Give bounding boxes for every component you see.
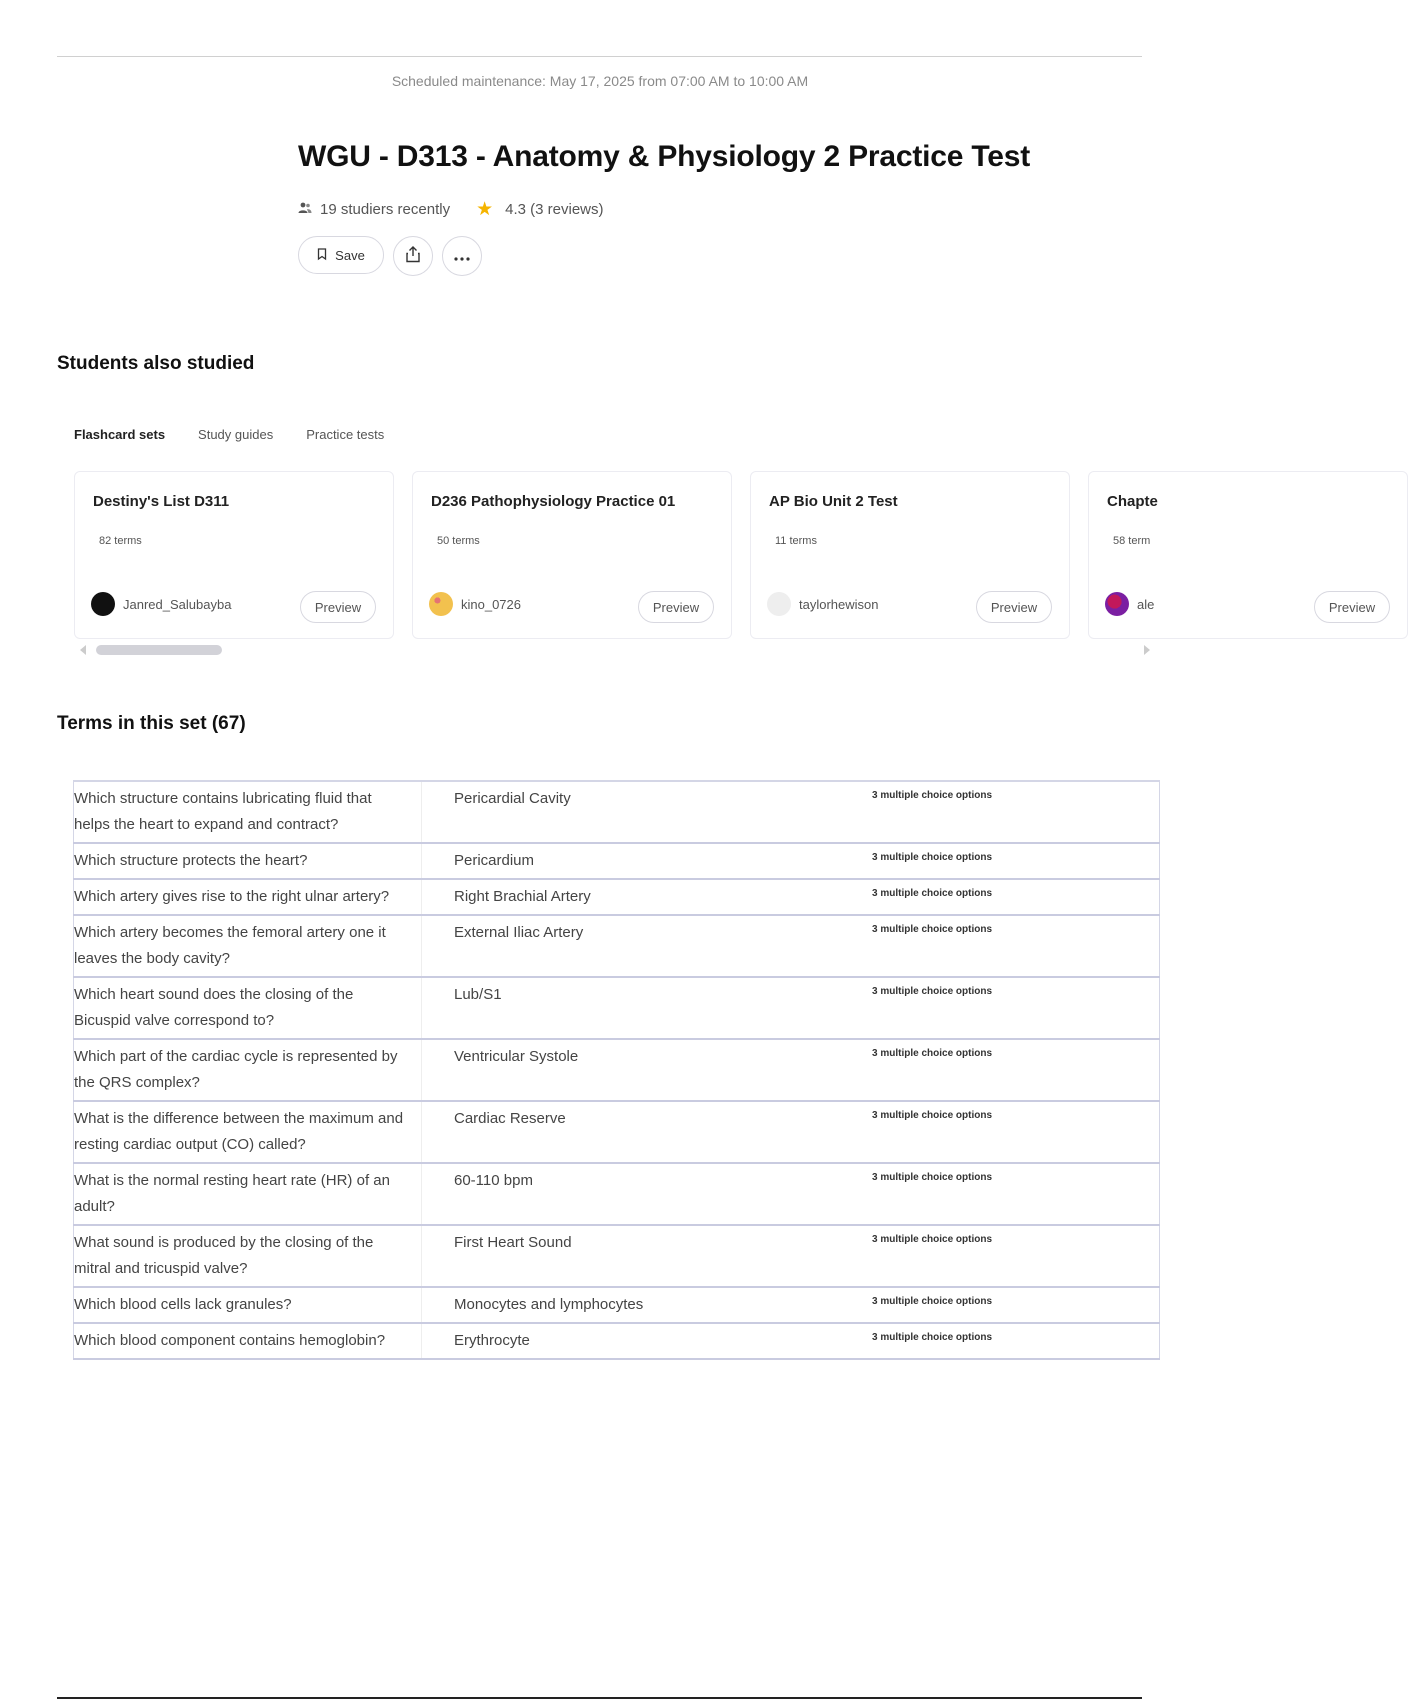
scroll-left-arrow-icon[interactable] bbox=[80, 645, 86, 655]
definition-text: Lub/S1 bbox=[422, 977, 833, 1039]
maintenance-banner: Scheduled maintenance: May 17, 2025 from 07:00 AM to 10:00 AM bbox=[391, 73, 809, 89]
also-studied-heading: Students also studied bbox=[57, 353, 255, 374]
save-label: Save bbox=[335, 247, 365, 263]
card-author-name: Janred_Salubayba bbox=[123, 596, 232, 612]
tab-flashcard-sets[interactable]: Flashcard sets bbox=[74, 427, 166, 442]
definition-text: Ventricular Systole bbox=[422, 1039, 833, 1101]
studiers-count: 19 studiers recently bbox=[320, 201, 451, 218]
study-set-card[interactable] bbox=[74, 471, 394, 639]
tab-study-guides[interactable]: Study guides bbox=[198, 427, 274, 442]
term-text: What sound is produced by the closing of the mitral and tricuspid valve? bbox=[74, 1234, 374, 1277]
star-icon: ★ bbox=[476, 199, 494, 220]
card-term-count: 58 term bbox=[1113, 535, 1151, 547]
multiple-choice-label[interactable]: 3 multiple choice options bbox=[872, 1048, 993, 1059]
card-title[interactable]: Destiny's List D311 bbox=[93, 493, 230, 510]
table-row bbox=[74, 1287, 1160, 1323]
term-text: Which artery becomes the femoral artery one it leaves the body cavity? bbox=[74, 924, 386, 967]
table-row bbox=[74, 1039, 1160, 1101]
card-author-name: taylorhewison bbox=[799, 596, 879, 612]
definition-text: External Iliac Artery bbox=[422, 915, 833, 977]
terms-heading: Terms in this set (67) bbox=[57, 713, 246, 734]
multiple-choice-label[interactable]: 3 multiple choice options bbox=[872, 852, 993, 863]
card-author bbox=[91, 592, 231, 616]
multiple-choice-label[interactable]: 3 multiple choice options bbox=[872, 924, 993, 935]
definition-text: 60-110 bpm bbox=[422, 1163, 833, 1225]
term-text: Which blood cells lack granules? bbox=[74, 1296, 292, 1313]
card-author-name: ale bbox=[1137, 596, 1155, 612]
share-icon bbox=[405, 246, 421, 266]
table-row bbox=[74, 1323, 1160, 1359]
preview-button[interactable]: Preview bbox=[300, 591, 376, 623]
card-title[interactable]: Chapte bbox=[1107, 493, 1158, 510]
definition-text: Cardiac Reserve bbox=[422, 1101, 833, 1163]
definition-text: Monocytes and lymphocytes bbox=[422, 1287, 833, 1323]
card-term-count: 50 terms bbox=[437, 535, 480, 547]
multiple-choice-label[interactable]: 3 multiple choice options bbox=[872, 986, 993, 997]
card-title[interactable]: AP Bio Unit 2 Test bbox=[769, 493, 898, 510]
term-text: Which artery gives rise to the right ulnar artery? bbox=[74, 888, 390, 905]
multiple-choice-label[interactable]: 3 multiple choice options bbox=[872, 790, 993, 801]
scroll-right-arrow-icon[interactable] bbox=[1144, 645, 1150, 655]
table-row bbox=[74, 1225, 1160, 1287]
term-text: Which part of the cardiac cycle is represented by the QRS complex? bbox=[74, 1048, 398, 1091]
term-text: Which structure protects the heart? bbox=[74, 852, 308, 869]
more-button[interactable] bbox=[442, 236, 482, 276]
study-set-card[interactable] bbox=[412, 471, 732, 639]
definition-text: Right Brachial Artery bbox=[422, 879, 833, 915]
card-term-count: 82 terms bbox=[99, 535, 142, 547]
avatar bbox=[767, 592, 791, 616]
multiple-choice-label[interactable]: 3 multiple choice options bbox=[872, 1296, 993, 1307]
definition-text: Pericardial Cavity bbox=[422, 781, 833, 843]
tab-practice-tests[interactable]: Practice tests bbox=[306, 427, 385, 442]
carousel-scrollbar[interactable] bbox=[96, 645, 222, 655]
card-title[interactable]: D236 Pathophysiology Practice 01 bbox=[431, 493, 676, 510]
avatar bbox=[1105, 592, 1129, 616]
multiple-choice-label[interactable]: 3 multiple choice options bbox=[872, 888, 993, 899]
definition-text: First Heart Sound bbox=[422, 1225, 833, 1287]
set-meta bbox=[298, 200, 604, 219]
also-studied-carousel[interactable] bbox=[74, 471, 1376, 641]
avatar bbox=[91, 592, 115, 616]
multiple-choice-label[interactable]: 3 multiple choice options bbox=[872, 1234, 993, 1245]
multiple-choice-label[interactable]: 3 multiple choice options bbox=[872, 1332, 993, 1343]
table-row bbox=[74, 781, 1160, 843]
bottom-divider bbox=[57, 1697, 1142, 1699]
term-text: What is the difference between the maximum and resting cardiac output (CO) called? bbox=[74, 1110, 404, 1153]
definition-text: Pericardium bbox=[422, 843, 833, 879]
preview-button[interactable]: Preview bbox=[976, 591, 1052, 623]
card-term-count: 11 terms bbox=[775, 535, 817, 547]
more-icon bbox=[454, 248, 470, 264]
share-button[interactable] bbox=[393, 236, 433, 276]
set-actions bbox=[298, 236, 482, 276]
table-row bbox=[74, 915, 1160, 977]
people-icon bbox=[298, 201, 312, 218]
preview-button[interactable]: Preview bbox=[638, 591, 714, 623]
multiple-choice-label[interactable]: 3 multiple choice options bbox=[872, 1110, 993, 1121]
term-text: Which heart sound does the closing of the Bicuspid valve correspond to? bbox=[74, 986, 354, 1029]
preview-button[interactable]: Preview bbox=[1314, 591, 1390, 623]
term-text: Which structure contains lubricating fluid that helps the heart to expand and contract? bbox=[74, 790, 372, 833]
definition-text: Erythrocyte bbox=[422, 1323, 833, 1359]
rating-text[interactable]: 4.3 (3 reviews) bbox=[505, 201, 604, 218]
term-text: What is the normal resting heart rate (HR) of an adult? bbox=[74, 1172, 390, 1215]
multiple-choice-label[interactable]: 3 multiple choice options bbox=[872, 1172, 993, 1183]
page-title: WGU - D313 - Anatomy & Physiology 2 Practice Test bbox=[298, 140, 1031, 173]
save-button[interactable] bbox=[298, 236, 384, 274]
avatar bbox=[429, 592, 453, 616]
table-row bbox=[74, 1101, 1160, 1163]
also-studied-tabs bbox=[74, 427, 384, 442]
table-row bbox=[74, 977, 1160, 1039]
study-set-card[interactable] bbox=[1088, 471, 1408, 639]
study-set-card[interactable] bbox=[750, 471, 1070, 639]
bookmark-icon bbox=[317, 248, 327, 263]
table-row bbox=[74, 1163, 1160, 1225]
table-row bbox=[74, 843, 1160, 879]
term-text: Which blood component contains hemoglobin? bbox=[74, 1332, 386, 1349]
card-author bbox=[1105, 592, 1154, 616]
card-author-name: kino_0726 bbox=[461, 596, 521, 612]
terms-table bbox=[73, 780, 1160, 1360]
top-divider bbox=[57, 56, 1142, 57]
table-row bbox=[74, 879, 1160, 915]
card-author bbox=[767, 592, 879, 616]
card-author bbox=[429, 592, 521, 616]
